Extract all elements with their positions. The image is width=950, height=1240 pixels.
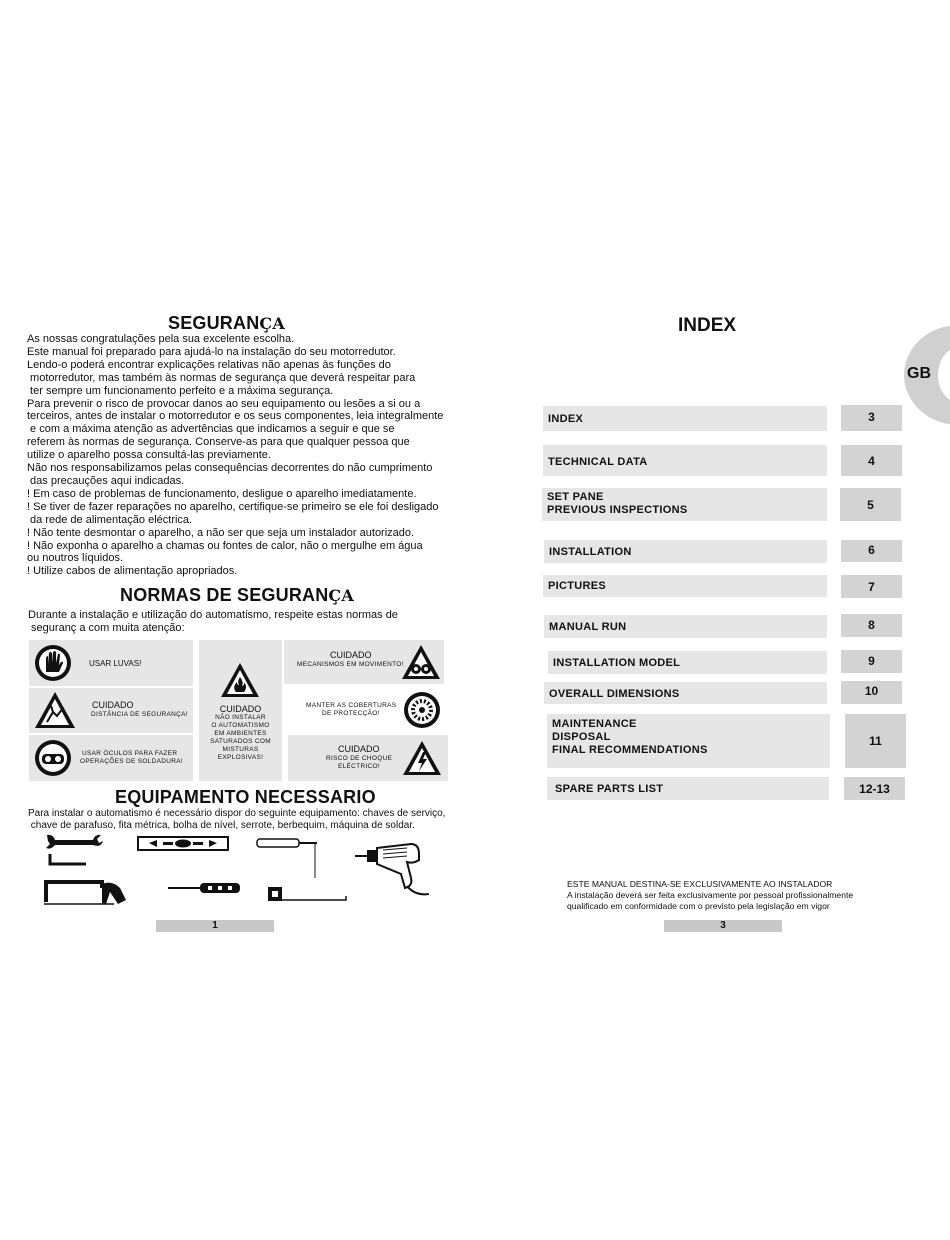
equipment-text: [28, 808, 445, 831]
tape-measure-icon: [266, 884, 348, 904]
warning-explosive-sub: [199, 714, 282, 762]
warning-shock-sub1: RISCO DE CHOQUE: [326, 755, 393, 762]
safety-title-main: SEGURAN: [168, 313, 260, 333]
safety-title: [168, 313, 285, 334]
index-label-line: PICTURES: [548, 580, 607, 592]
fire-warning-icon: [219, 661, 261, 699]
index-label-line: MANUAL RUN: [549, 621, 627, 633]
index-row-page[interactable]: 11: [845, 714, 906, 768]
safety-title-tail: ÇA: [259, 314, 285, 333]
right-page-number: 3: [664, 920, 782, 932]
left-page-number: 1: [156, 920, 274, 932]
index-row-page[interactable]: 10: [841, 681, 902, 704]
warning-explosive-line: NÃO INSTALAR: [215, 714, 266, 721]
gloves-icon: [33, 643, 73, 683]
norms-title: [120, 585, 354, 606]
warning-distance-title: CUIDADO: [92, 700, 134, 710]
installer-note-line: qualificado em conformidade com o previsto pela legislação em vigor: [567, 901, 830, 911]
safety-line: motorredutor, mas também às normas de segurança que deverá respeitar para: [27, 371, 416, 384]
index-label-line: OVERALL DIMENSIONS: [549, 688, 680, 700]
index-row-label[interactable]: [543, 406, 827, 431]
warning-explosive-line: O AUTOMATISMO: [211, 722, 270, 729]
hacksaw-icon: [40, 876, 130, 908]
warning-explosive-line: SATURADOS COM: [210, 738, 271, 745]
index-label-line: PREVIOUS INSPECTIONS: [547, 504, 688, 516]
safety-line: referem às normas de segurança. Conserve-as para que qualquer pessoa que: [27, 436, 410, 449]
warning-goggles: [29, 735, 193, 781]
distance-warning-icon: [33, 690, 77, 730]
soldering-iron-icon: [255, 836, 325, 880]
warning-explosive-title: CUIDADO: [219, 704, 262, 714]
index-label-line: MAINTENANCE: [552, 718, 637, 730]
safety-line: terceiros, antes de instalar o motorredutor e os seus componentes, leia integralmente: [27, 410, 444, 423]
index-row-page[interactable]: 5: [840, 488, 901, 521]
installer-note: [567, 879, 853, 912]
safety-line: ! Se tiver de fazer reparações no aparelho, certifique-se primeiro se ele foi desligado: [27, 500, 439, 513]
index-label-line: SPARE PARTS LIST: [555, 783, 664, 795]
warning-explosive: [199, 640, 282, 781]
norms-intro: [28, 609, 398, 635]
safety-line: utilize o aparelho possa consultá-las previamente.: [27, 449, 271, 462]
index-label-line: FINAL RECOMMENDATIONS: [552, 744, 708, 756]
safety-line: ! Não tente desmontar o aparelho, a não ser que seja um instalador autorizado.: [27, 526, 415, 539]
index-label-line: INDEX: [548, 413, 584, 425]
installer-note-line: ESTE MANUAL DESTINA-SE EXCLUSIVAMENTE AO INSTALADOR: [567, 879, 833, 889]
index-row-page[interactable]: 8: [841, 614, 902, 637]
norms-title-tail: ÇA: [328, 586, 354, 605]
language-tab-label: GB: [907, 365, 931, 382]
index-label-line: SET PANE: [547, 491, 604, 503]
index-label-line: TECHNICAL DATA: [548, 456, 648, 468]
warning-explosive-line: EM AMBIENTES: [214, 730, 267, 737]
protective-cover-icon: [402, 690, 442, 730]
safety-line: Para prevenir o risco de provocar danos ao seu equipamento ou lesões a si ou a: [27, 397, 421, 410]
safety-line: Lendo-o poderá encontrar explicações relativas não apenas às funções do: [27, 358, 391, 371]
equipment-title: EQUIPAMENTO NECESSARIO: [115, 787, 376, 807]
index-title: INDEX: [678, 315, 737, 336]
safety-line: ou noutros líquidos.: [27, 552, 124, 565]
index-row-label[interactable]: [547, 777, 829, 800]
warning-mechanisms: [284, 640, 444, 684]
warning-gloves: [29, 640, 193, 686]
index-label-line: DISPOSAL: [552, 731, 611, 743]
spirit-level-icon: [137, 836, 229, 852]
index-row-page[interactable]: 3: [841, 405, 902, 431]
warning-distance-sub: DISTÂNCIA DE SEGURANÇA!: [91, 711, 188, 718]
warning-explosive-line: MISTURAS EXPLOSIVAS!: [217, 746, 264, 761]
norms-intro-line: seguranç a com muita atenção:: [28, 621, 185, 634]
gears-warning-icon: [400, 643, 442, 681]
safety-line: ter sempre um funcionamento perfeito e a máxima segurança.: [27, 384, 334, 397]
index-row-label[interactable]: [544, 615, 827, 638]
screwdriver-icon: [166, 880, 246, 896]
index-label-line: INSTALLATION MODEL: [553, 657, 681, 669]
electric-shock-icon: [401, 739, 443, 777]
warning-mechanisms-title: CUIDADO: [330, 650, 372, 660]
warning-covers-sub2: DE PROTECÇÃO!: [322, 710, 380, 717]
safety-line: das precauções aqui indicadas.: [27, 474, 185, 487]
warning-shock: [288, 735, 448, 781]
warning-goggles-sub2: OPERAÇÕES DE SOLDADURA!: [80, 758, 183, 765]
index-row-label[interactable]: [543, 575, 827, 597]
safety-text: [27, 333, 443, 578]
safety-line: Não nos responsabilizamos pelas consequências decorrentes do não cumprimento: [27, 462, 433, 475]
installer-note-line: A instalação deverá ser feita exclusivamente por pessoal profissionalmente: [567, 890, 854, 900]
norms-title-main: NORMAS DE SEGURAN: [120, 585, 329, 605]
index-row-page[interactable]: 4: [841, 445, 902, 476]
warning-goggles-sub1: USAR ÓCULOS PARA FAZER: [82, 750, 178, 757]
warning-covers-sub1: MANTER AS COBERTURAS: [306, 702, 397, 709]
safety-line: As nossas congratulações pela sua excelente escolha.: [27, 333, 295, 345]
warning-distance: [29, 688, 193, 733]
safety-line: da rede de alimentação eléctrica.: [27, 513, 193, 526]
safety-line: ! Em caso de problemas de funcionamento, desligue o aparelho imediatamente.: [27, 487, 417, 500]
warning-shock-title: CUIDADO: [338, 744, 380, 754]
safety-line: ! Não exponha o aparelho a chamas ou fontes de calor, não o mergulhe em água: [27, 539, 423, 552]
index-label-line: INSTALLATION: [549, 546, 632, 558]
goggles-icon: [33, 738, 73, 778]
index-row-label[interactable]: [543, 445, 827, 476]
warning-covers: [284, 688, 444, 733]
warning-gloves-title: USAR LUVAS!: [89, 659, 142, 668]
index-row-label[interactable]: [548, 651, 827, 674]
norms-intro-line: Durante a instalação e utilização do automatismo, respeite estas normas de: [28, 609, 398, 621]
equipment-line: chave de parafuso, fita métrica, bolha de nível, serrote, berbequim, máquina de soldar.: [28, 819, 415, 831]
warning-shock-sub2: ELÉCTRICO!: [338, 763, 381, 770]
index-row-page[interactable]: 7: [841, 575, 902, 598]
index-row-page[interactable]: 6: [841, 540, 902, 562]
warning-mechanisms-sub: MECANISMOS EM MOVIMENTO!: [297, 661, 404, 668]
index-row-page[interactable]: 12-13: [844, 777, 905, 800]
safety-line: ! Utilize cabos de alimentação apropriados.: [27, 565, 238, 578]
allen-key-icon: [48, 850, 88, 868]
index-row-label[interactable]: [544, 682, 827, 704]
safety-line: e com a máxima atenção as advertências que indicamos a seguir e que se: [27, 423, 395, 436]
drill-icon: [353, 838, 433, 900]
index-row-label[interactable]: [544, 540, 827, 563]
index-row-label[interactable]: [542, 488, 827, 521]
safety-line: Este manual foi preparado para ajudá-lo na instalação do seu motorredutor.: [27, 345, 396, 358]
index-row-label[interactable]: [547, 714, 830, 768]
equipment-line: Para instalar o automatismo é necessário dispor do seguinte equipamento: chaves de serviço,: [28, 808, 446, 819]
index-row-page[interactable]: 9: [841, 650, 902, 673]
